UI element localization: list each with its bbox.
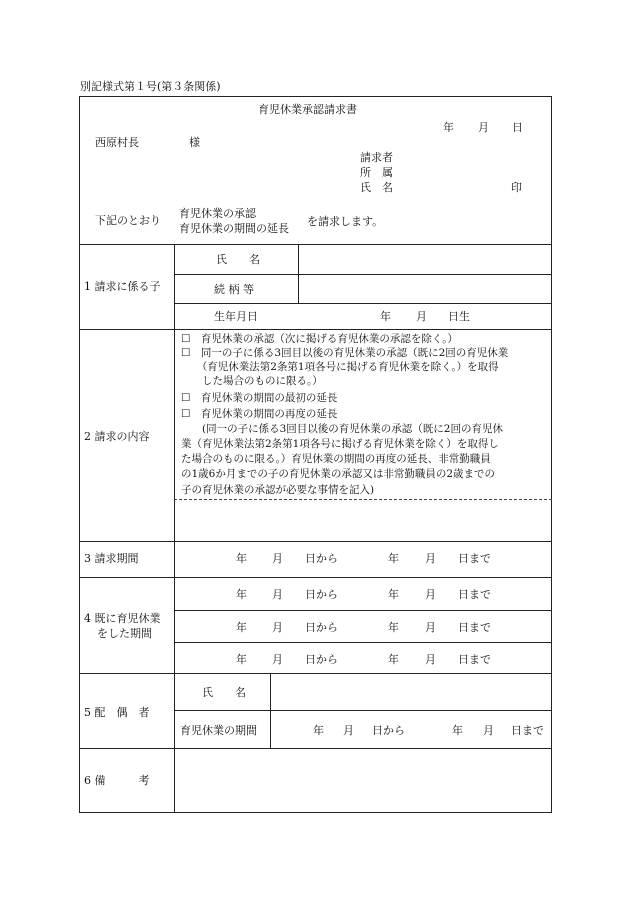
content-line: ☐ 同一の子に係る3回目以後の育児休業の承認（既に2回の育児休業 xyxy=(181,347,509,359)
request-prefix: 下記のとおり xyxy=(95,214,161,227)
period-month: 月 xyxy=(425,653,436,666)
period-year: 年 xyxy=(313,724,324,737)
child-name-label: 氏 名 xyxy=(216,253,260,266)
section2-label: 2 請求の内容 xyxy=(84,430,150,443)
content-line: (同一の子に係る3回目以後の育児休業の承認（既に2回の育児休 xyxy=(181,423,503,435)
period-month: 月 xyxy=(425,552,436,565)
date-month: 月 xyxy=(478,121,489,134)
period-from: 日から xyxy=(305,653,338,666)
birth-day-suffix: 日生 xyxy=(448,310,470,323)
content-line: ☐ 育児休業の期間の最初の延長 xyxy=(181,392,338,404)
period-month: 月 xyxy=(425,621,436,634)
period-month: 月 xyxy=(272,621,283,634)
period-month: 月 xyxy=(272,653,283,666)
period-month: 月 xyxy=(272,552,283,565)
section4-label-line1: 4 既に育児休業 xyxy=(84,612,161,625)
section5-label: 5 配 偶 者 xyxy=(84,706,150,719)
content-line: した場合のものに限る。） xyxy=(181,375,323,387)
spouse-period-label: 育児休業の期間 xyxy=(180,724,257,737)
period-month: 月 xyxy=(483,724,494,737)
period-year: 年 xyxy=(236,552,247,565)
period-month: 月 xyxy=(272,588,283,601)
period-until: 日まで xyxy=(511,724,544,737)
content-line: （育児休業法第2条第1項各号に掲げる育児休業を除く。）を取得 xyxy=(181,361,499,373)
period-month: 月 xyxy=(425,588,436,601)
period-month: 月 xyxy=(343,724,354,737)
requester-affiliation-label: 所 属 xyxy=(360,166,393,179)
period-year: 年 xyxy=(388,621,399,634)
seal-mark: 印 xyxy=(511,181,522,194)
content-line: ☐ 育児休業の期間の再度の延長 xyxy=(181,408,338,420)
section4-label-line2: をした期間 xyxy=(97,627,152,640)
period-year: 年 xyxy=(388,653,399,666)
child-birth-label: 生年月日 xyxy=(214,310,258,323)
period-year: 年 xyxy=(236,588,247,601)
form-title: 育児休業承認請求書 xyxy=(258,103,357,116)
requester-name-label: 氏 名 xyxy=(360,181,393,194)
period-year: 年 xyxy=(236,653,247,666)
section3-label: 3 請求期間 xyxy=(84,552,139,565)
birth-month: 月 xyxy=(416,310,427,323)
period-from: 日から xyxy=(305,621,338,634)
request-option-extension: 育児休業の期間の延長 xyxy=(179,222,289,235)
period-until: 日まで xyxy=(458,588,491,601)
period-from: 日から xyxy=(372,724,405,737)
date-day: 日 xyxy=(512,121,523,134)
section6-label: 6 備 考 xyxy=(84,774,150,787)
period-until: 日まで xyxy=(458,621,491,634)
request-suffix: を請求します。 xyxy=(307,215,384,228)
period-from: 日から xyxy=(305,552,338,565)
request-option-approval: 育児休業の承認 xyxy=(179,207,256,220)
content-line: 子の育児休業の承認が必要な事情を記入) xyxy=(181,484,375,496)
content-line: 業（育児休業法第2条第1項各号に掲げる育児休業を除く）を取得し xyxy=(181,438,499,450)
period-until: 日まで xyxy=(458,552,491,565)
period-year: 年 xyxy=(388,588,399,601)
birth-year: 年 xyxy=(380,310,391,323)
content-line: ☐ 育児休業の承認（次に掲げる育児休業の承認を除く。） xyxy=(181,333,458,345)
period-until: 日まで xyxy=(458,653,491,666)
section1-label: 1 請求に係る子 xyxy=(84,280,161,293)
period-year: 年 xyxy=(452,724,463,737)
addressee-name: 西原村長 xyxy=(95,136,139,149)
spouse-name-label: 氏 名 xyxy=(202,686,246,699)
period-year: 年 xyxy=(388,552,399,565)
requester-label: 請求者 xyxy=(360,151,393,164)
content-line: の1歳6か月までの子の育児休業の承認又は非常勤職員の2歳までの xyxy=(181,468,496,480)
date-year: 年 xyxy=(443,121,454,134)
period-year: 年 xyxy=(236,621,247,634)
content-line: た場合のものに限る。）育児休業の期間の再度の延長、非常勤職員 xyxy=(181,453,491,465)
child-relation-label: 続 柄 等 xyxy=(214,283,254,296)
form-id: 別記様式第１号(第３条関係) xyxy=(80,80,221,93)
addressee-honorific: 様 xyxy=(189,136,200,149)
period-from: 日から xyxy=(305,588,338,601)
